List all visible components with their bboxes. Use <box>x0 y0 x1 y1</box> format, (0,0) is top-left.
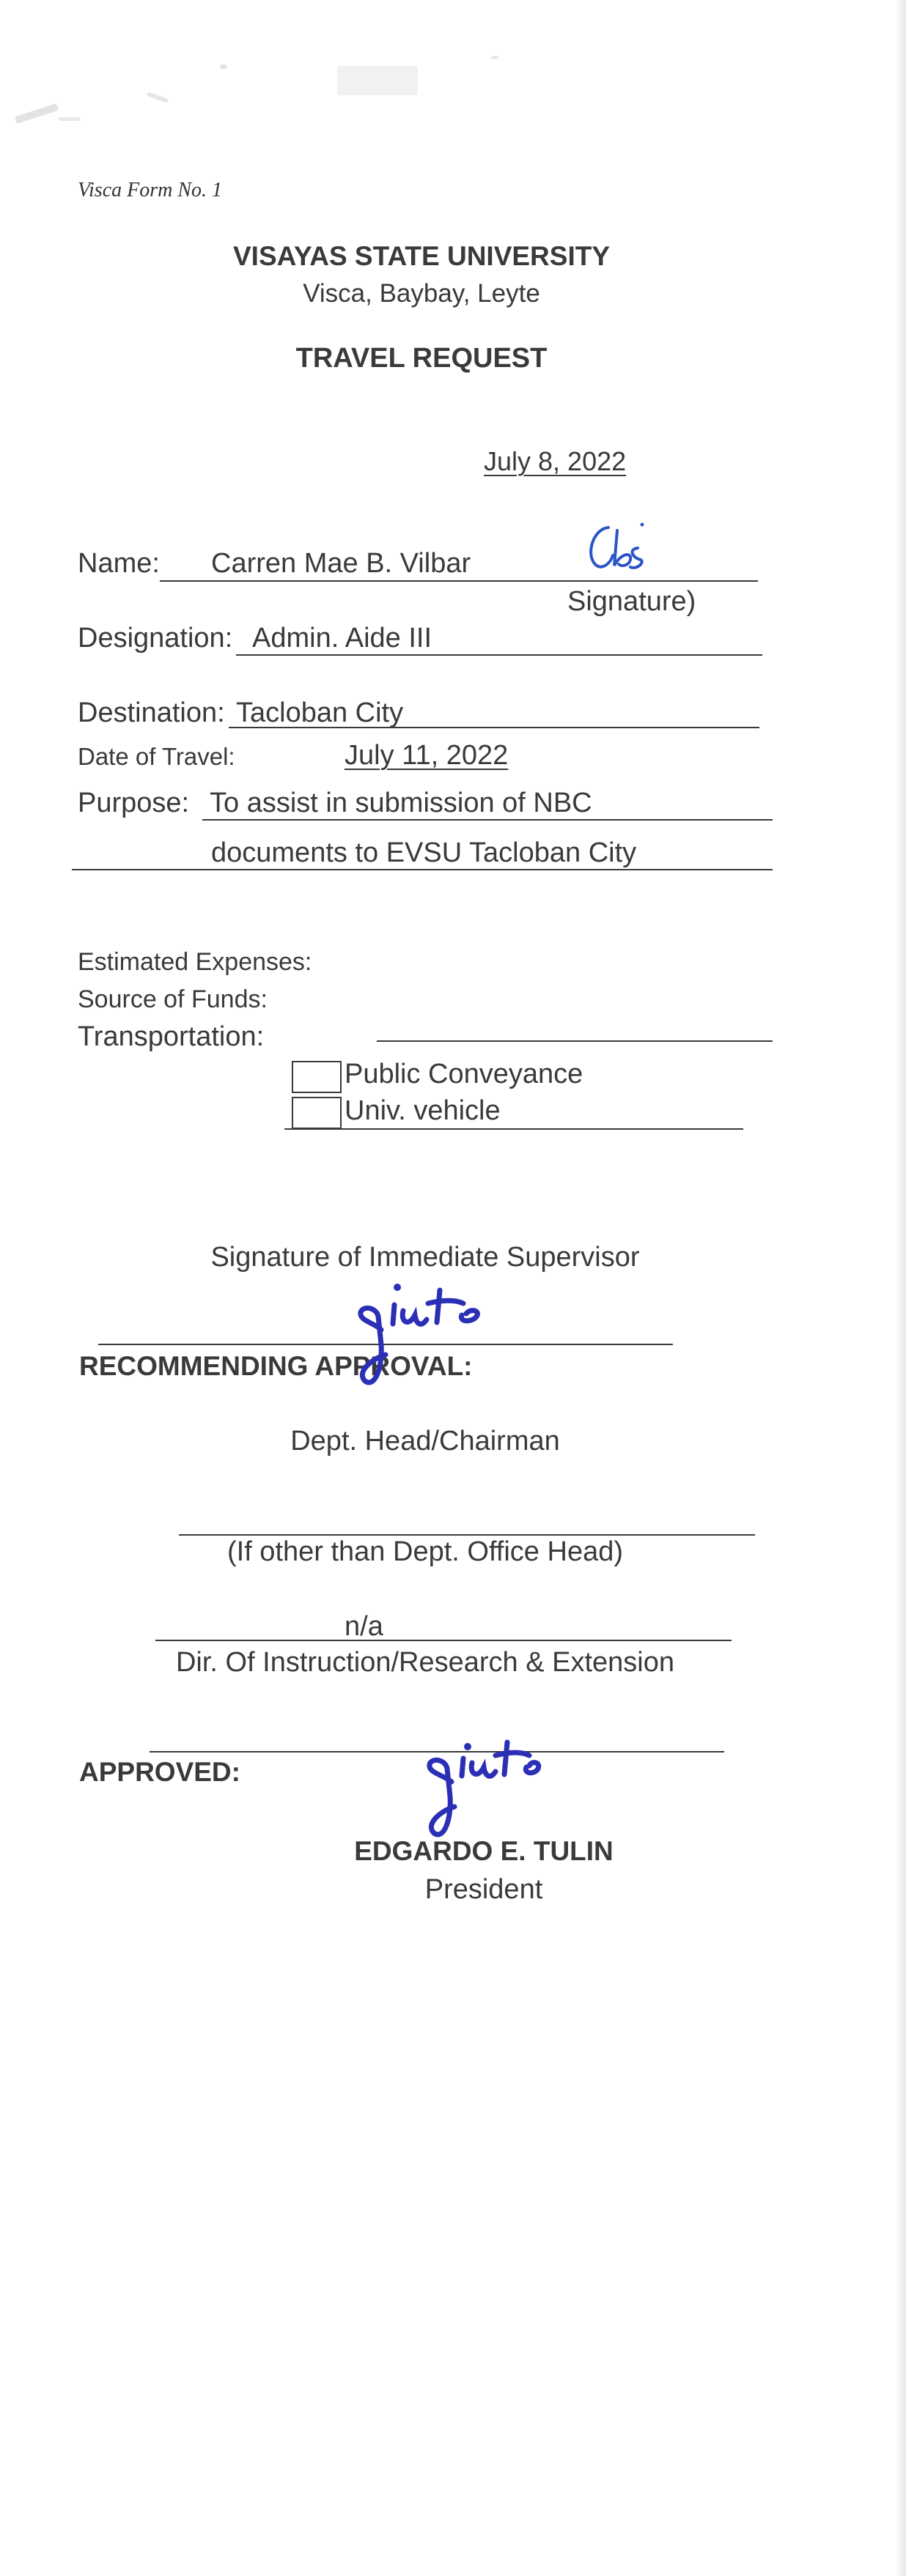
destination-line <box>229 727 759 728</box>
designation-value: Admin. Aide III <box>252 623 432 654</box>
date-of-travel-value: July 11, 2022 <box>345 740 509 771</box>
name-value: Carren Mae B. Vilbar <box>211 548 471 579</box>
destination-label: Destination: <box>78 697 225 728</box>
university-location: Visca, Baybay, Leyte <box>303 279 540 308</box>
university-name: VISAYAS STATE UNIVERSITY <box>232 241 611 271</box>
univ-vehicle-label: Univ. vehicle <box>345 1095 501 1126</box>
scan-speck <box>15 103 59 124</box>
other-head-caption: (If other than Dept. Office Head) <box>226 1536 623 1567</box>
destination-value: Tacloban City <box>236 697 404 728</box>
dept-head-caption: Dept. Head/Chairman <box>290 1426 560 1457</box>
date-of-travel-label: Date of Travel: <box>78 743 235 770</box>
recommending-approval-label: RECOMMENDING APPROVAL: <box>79 1351 473 1381</box>
purpose-line2-rule <box>72 869 773 870</box>
purpose-label: Purpose: <box>78 788 190 818</box>
director-caption: Dir. Of Instruction/Research & Extension <box>175 1647 675 1678</box>
director-value: n/a <box>345 1611 383 1642</box>
president-name: EDGARDO E. TULIN <box>354 1836 614 1866</box>
scan-speck <box>147 92 169 103</box>
approved-label: APPROVED: <box>79 1757 240 1787</box>
purpose-line1-rule <box>202 819 773 821</box>
scan-speck <box>220 64 227 69</box>
public-conveyance-checkbox[interactable] <box>292 1061 342 1093</box>
transportation-line <box>377 1040 773 1042</box>
supervisor-signature <box>330 1278 491 1388</box>
source-of-funds-label: Source of Funds: <box>78 985 268 1013</box>
designation-line <box>236 654 762 656</box>
president-title: President <box>424 1874 543 1905</box>
name-line <box>160 580 758 582</box>
supervisor-caption: Signature of Immediate Supervisor <box>210 1242 640 1273</box>
scan-speck <box>491 56 498 59</box>
scan-speck <box>337 66 418 95</box>
designation-label: Designation: <box>78 623 233 654</box>
public-conveyance-label: Public Conveyance <box>345 1059 583 1089</box>
request-date: July 8, 2022 <box>484 446 627 476</box>
purpose-line1: To assist in submission of NBC <box>210 788 592 818</box>
requester-initials <box>579 513 652 579</box>
name-label: Name: <box>78 548 160 579</box>
scan-speck <box>59 117 81 121</box>
president-signature <box>381 1729 542 1839</box>
form-label: Visca Form No. 1 <box>78 179 223 201</box>
purpose-line2: documents to EVSU Tacloban City <box>211 837 637 868</box>
director-line <box>155 1640 732 1641</box>
estimated-expenses-label: Estimated Expenses: <box>78 948 312 976</box>
scan-edge-shadow <box>896 0 906 2576</box>
other-head-line <box>179 1534 755 1536</box>
transportation-label: Transportation: <box>78 1021 265 1052</box>
univ-vehicle-line <box>284 1128 743 1130</box>
univ-vehicle-checkbox[interactable] <box>292 1097 342 1129</box>
signature-caption: Signature) <box>567 586 696 617</box>
form-title: TRAVEL REQUEST <box>295 343 548 374</box>
